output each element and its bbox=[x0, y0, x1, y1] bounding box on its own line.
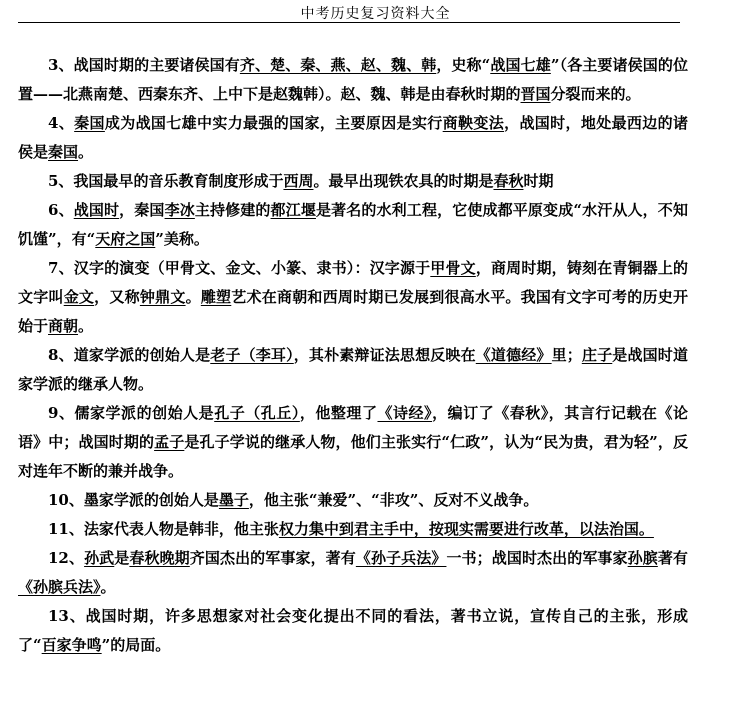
underlined-term: 秦国 bbox=[48, 143, 79, 161]
paragraph-item bbox=[18, 109, 688, 167]
underlined-term: 孙武 bbox=[84, 549, 115, 567]
paragraph-text: ，史称“ bbox=[436, 56, 491, 74]
paragraph-text: 齐国杰出的军事家，著有 bbox=[189, 549, 356, 567]
paragraph-item bbox=[18, 51, 688, 109]
paragraph-text: 4、 bbox=[48, 114, 75, 132]
underlined-term: 齐、楚、秦、燕、赵、魏、韩 bbox=[239, 56, 437, 74]
paragraph-text: 13、战国时期，许多思想家对社会变化提出不同的看法，著书立说，宣传自己的主张，形成了“ bbox=[18, 607, 688, 654]
paragraph-item bbox=[18, 602, 688, 660]
underlined-term: 雕塑 bbox=[200, 288, 232, 306]
paragraph-text: 8、道家学派的创始人是 bbox=[48, 346, 211, 364]
paragraph-text: 是著名的水利工程，它使成都平原变成“水汗从人，不知饥馑”，有“ bbox=[18, 201, 688, 248]
paragraph-item bbox=[18, 254, 688, 341]
paragraph-text: 12、 bbox=[48, 549, 85, 567]
underlined-term: 天府之国 bbox=[95, 230, 156, 248]
paragraph-text: ”（各主要诸侯国的位置——北燕南楚、西秦东齐、上中下是赵魏韩）。赵、魏、韩是由春秋时期的 bbox=[18, 56, 688, 103]
paragraph-item bbox=[18, 167, 688, 196]
underlined-term: 钟鼎文 bbox=[139, 288, 186, 306]
underlined-term: 老子（李耳） bbox=[210, 346, 294, 364]
underlined-term: 甲骨文 bbox=[430, 259, 476, 277]
page-header bbox=[0, 0, 751, 24]
paragraph-text: 3、战国时期的主要诸侯国有 bbox=[48, 56, 240, 74]
underlined-term: 《孙膑兵法》 bbox=[18, 578, 101, 596]
paragraph-text: 5、我国最早的音乐教育制度形成于 bbox=[48, 172, 284, 190]
paragraph-text: 分裂而来的。 bbox=[550, 85, 641, 103]
paragraph-text: ，商周时期，铸刻在青铜器上的文字叫 bbox=[18, 259, 688, 306]
paragraph-text: ，他主张“兼爱”、“非攻”、反对不义战争。 bbox=[248, 491, 539, 509]
paragraph-text: 6、 bbox=[48, 201, 74, 219]
underlined-term: 《道德经》 bbox=[475, 346, 552, 364]
paragraph-text: ，其朴素辩证法思想反映在 bbox=[293, 346, 476, 364]
paragraph-text: 主持修建的 bbox=[194, 201, 271, 219]
paragraph-text: ，编订了《春秋》，其言行记载在《论语》中；战国时期的 bbox=[18, 404, 688, 451]
paragraph-text: ”美称。 bbox=[155, 230, 209, 248]
underlined-term: 春秋晚期 bbox=[129, 549, 190, 567]
underlined-term: 金文 bbox=[63, 288, 95, 306]
paragraph-text: 11、法家代表人物是韩非，他主张 bbox=[48, 520, 279, 538]
header-rule bbox=[18, 22, 680, 23]
underlined-term: 孙膑 bbox=[627, 549, 658, 567]
paragraph-text: ，战国时，地处最西边的诸侯是 bbox=[18, 114, 688, 161]
paragraph-text: 。 bbox=[78, 143, 94, 161]
paragraph-text: ，又称 bbox=[94, 288, 140, 306]
paragraph-text: ”的局面。 bbox=[101, 636, 171, 654]
paragraph-text: 艺术在商朝和西周时期已发展到很高水平。我国有文字可考的历史开始于 bbox=[18, 288, 688, 335]
underlined-term: 《诗经》 bbox=[377, 404, 433, 422]
underlined-term: 李冰 bbox=[164, 201, 195, 219]
paragraph-text: 。 bbox=[78, 317, 94, 335]
paragraph-text: 里； bbox=[551, 346, 582, 364]
paragraph-item bbox=[18, 544, 688, 602]
underlined-term: 西周 bbox=[283, 172, 314, 190]
paragraph-text: 成为战国七雄中实力最强的国家，主要原因是实行 bbox=[104, 114, 443, 132]
paragraph-text: 著有 bbox=[657, 549, 688, 567]
paragraph-text: 。最早出现铁农具的时期是 bbox=[313, 172, 494, 190]
paragraph-text: ，他整理了 bbox=[299, 404, 378, 422]
paragraph-item bbox=[18, 196, 688, 254]
underlined-term: 商鞅变法 bbox=[442, 114, 505, 132]
header-title: 中考历史复习资料大全 bbox=[300, 6, 451, 22]
underlined-term: 春秋 bbox=[493, 172, 524, 190]
paragraph-text: 是战国时道家学派的继承人物。 bbox=[18, 346, 688, 393]
underlined-term: 都江堰 bbox=[270, 201, 316, 219]
underlined-term: 《孙子兵法》 bbox=[355, 549, 447, 567]
underlined-term: 孔子（孔丘） bbox=[214, 404, 300, 422]
paragraph-text: ，秦国 bbox=[119, 201, 165, 219]
paragraph-text: 是孔子学说的继承人物，他们主张实行“仁政”，认为“民为贵，君为轻”，反对连年不断的兼并战争。 bbox=[18, 433, 688, 480]
paragraph-item bbox=[18, 486, 688, 515]
paragraph-text: 一书；战国时杰出的军事家 bbox=[446, 549, 628, 567]
paragraph-text: 时期 bbox=[523, 172, 554, 190]
paragraph-text: 是 bbox=[114, 549, 130, 567]
paragraph-text: 。 bbox=[185, 288, 201, 306]
paragraph-text: 10、墨家学派的创始人是 bbox=[48, 491, 219, 509]
underlined-term: 孟子 bbox=[154, 433, 185, 451]
underlined-term: 百家争鸣 bbox=[41, 636, 102, 654]
paragraph-item bbox=[18, 399, 688, 486]
underlined-term: 秦国 bbox=[74, 114, 105, 132]
underlined-term: 晋国 bbox=[520, 85, 551, 103]
paragraph-item bbox=[18, 341, 688, 399]
paragraph-text: 7、汉字的演变（甲骨文、金文、小篆、隶书）：汉字源于 bbox=[48, 259, 431, 277]
underlined-term: 权力集中到君主手中，按现实需要进行改革，以法治国。 bbox=[278, 520, 654, 538]
underlined-term: 战国七雄 bbox=[490, 56, 551, 74]
underlined-term: 战国时 bbox=[73, 201, 120, 219]
underlined-term: 墨子 bbox=[218, 491, 249, 509]
underlined-term: 庄子 bbox=[581, 346, 613, 364]
paragraph-text: 9、儒家学派的创始人是 bbox=[48, 404, 215, 422]
paragraph-item bbox=[18, 515, 688, 544]
underlined-term: 商朝 bbox=[48, 317, 79, 335]
paragraph-text: 。 bbox=[100, 578, 116, 596]
document-body bbox=[18, 51, 688, 660]
